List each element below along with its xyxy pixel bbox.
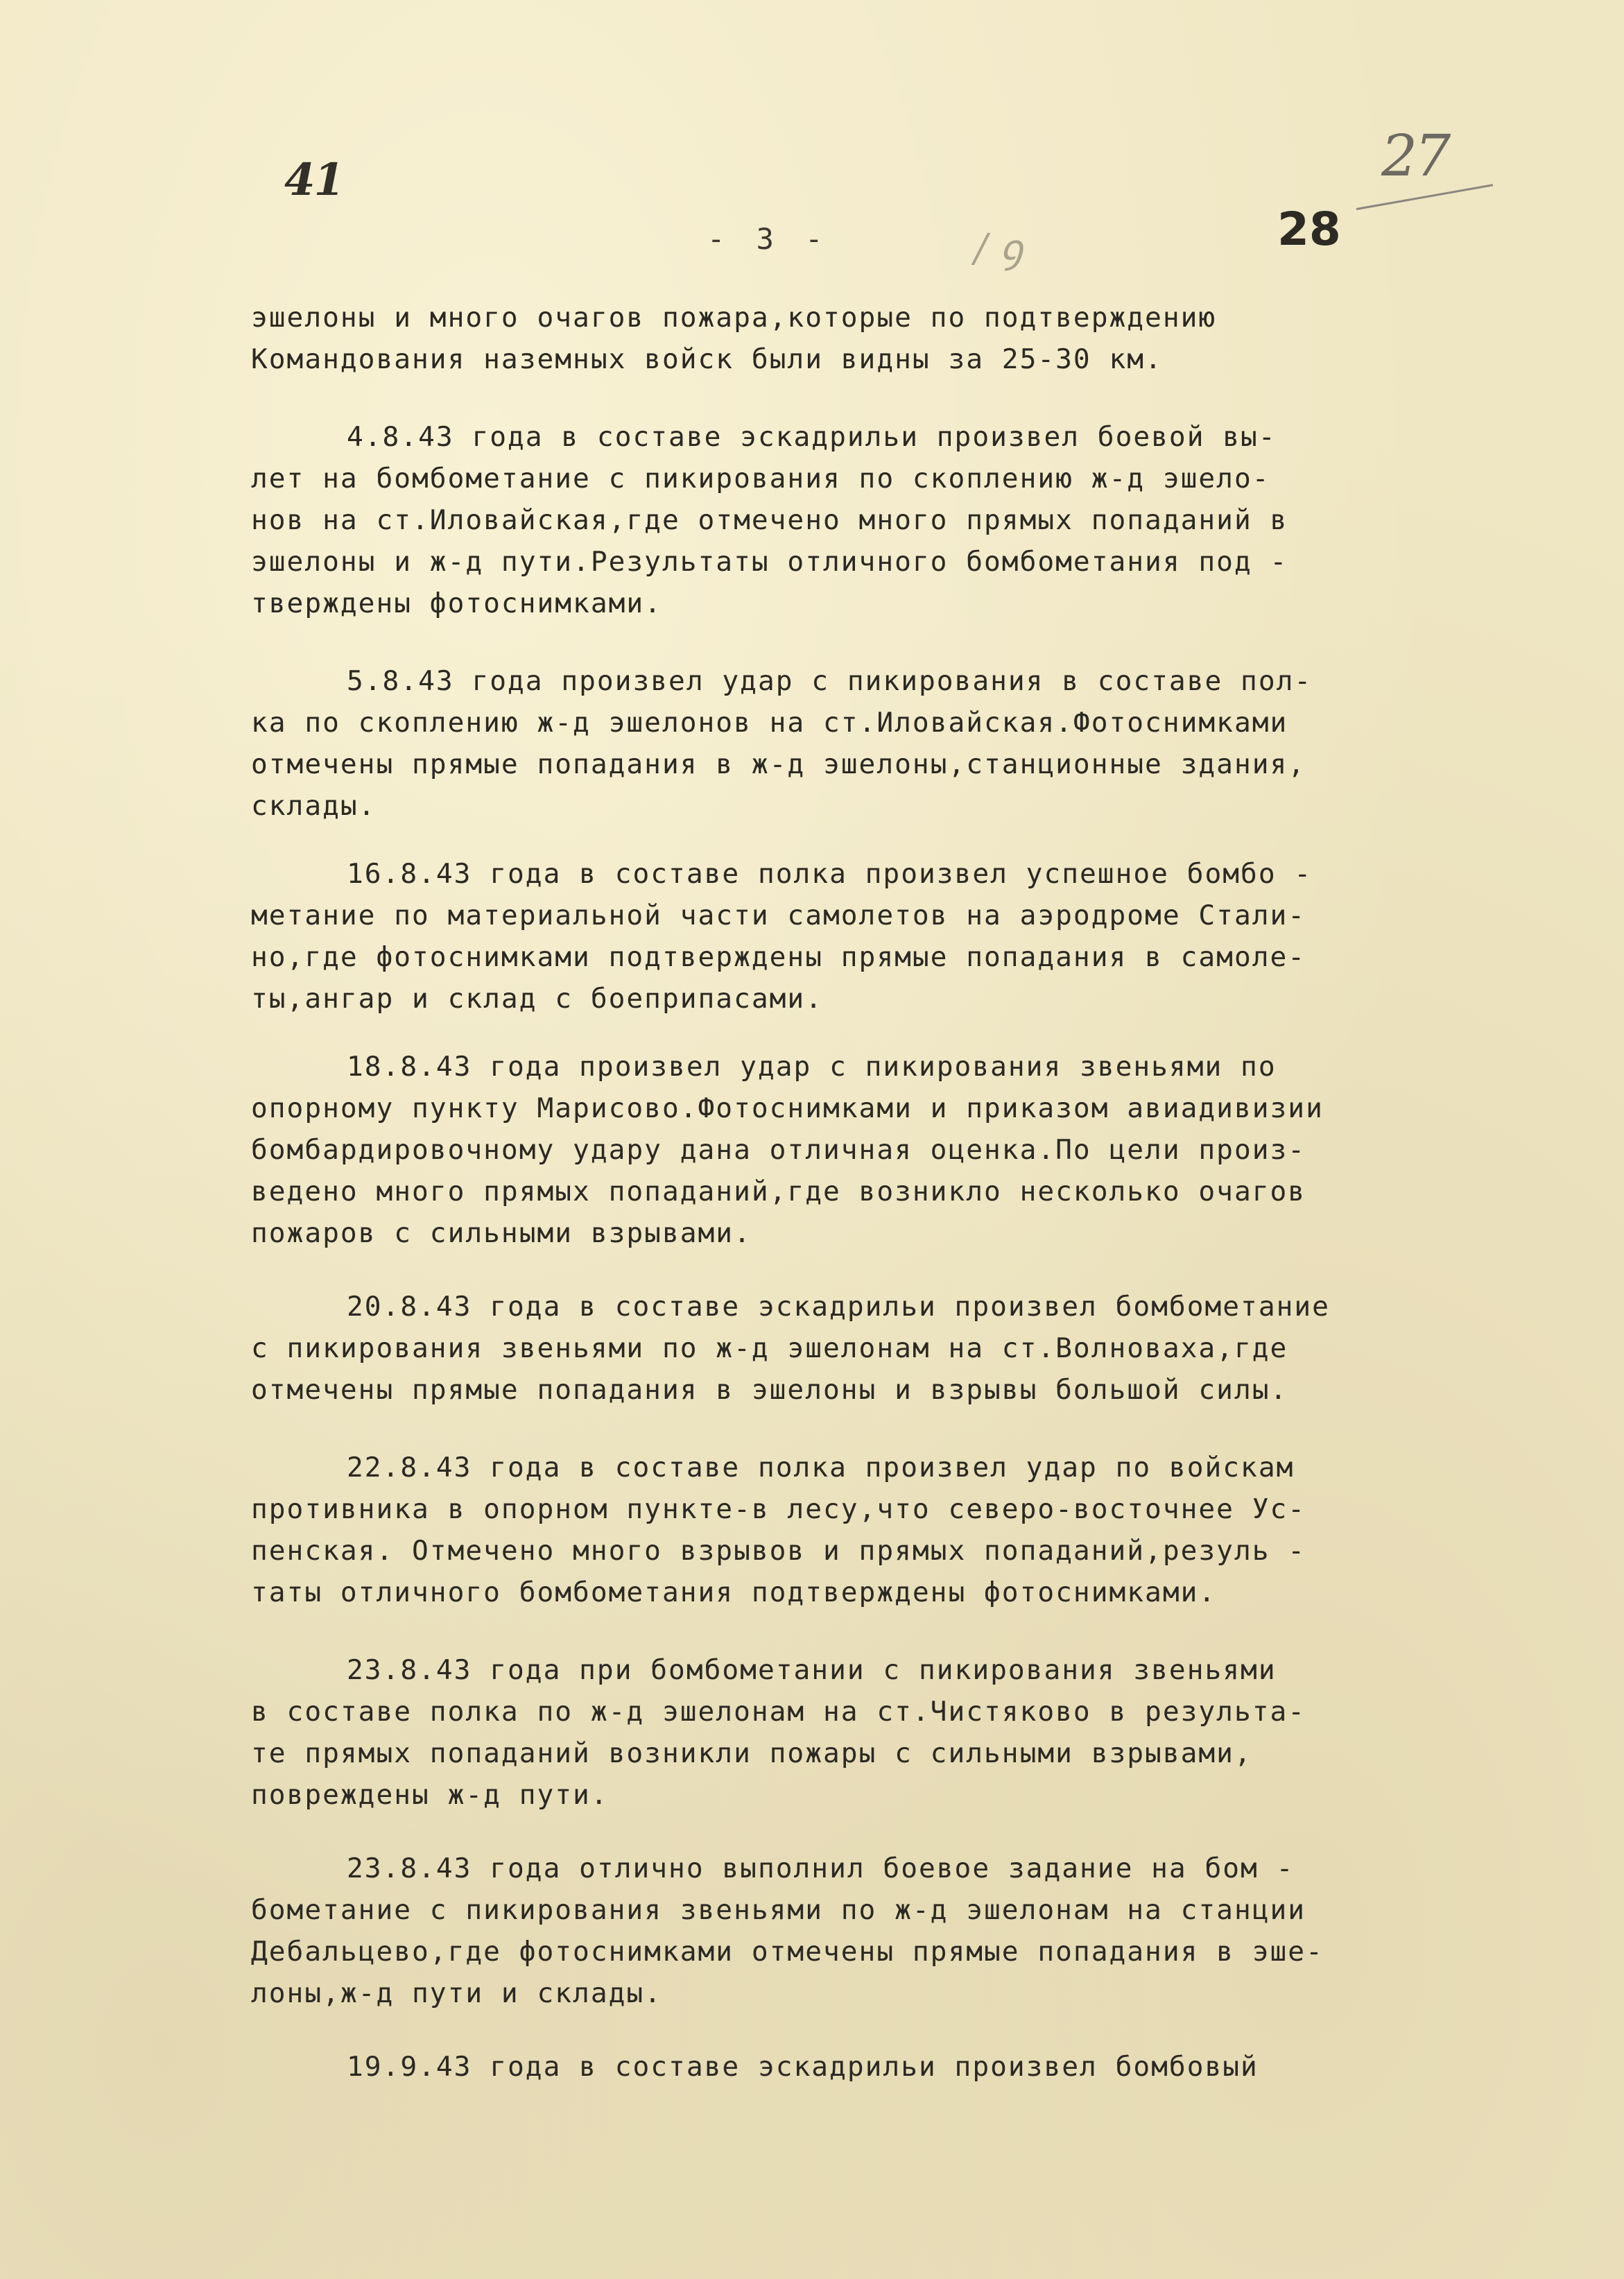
text-line: лоны,ж-д пути и склады.	[251, 1977, 662, 2009]
text-line: 16.8.43 года в составе полка произвел успешное бомбо -	[347, 858, 1313, 890]
paragraph	[251, 297, 1444, 380]
text-line: тверждены фотоснимками.	[251, 587, 662, 619]
text-line: 20.8.43 года в составе эскадрильи произвел бомбометание	[347, 1291, 1330, 1323]
paragraph	[251, 2046, 1444, 2088]
text-line: пенская. Отмечено много взрывов и прямых попаданий,резуль -	[251, 1535, 1306, 1567]
page-marker: - 3 -	[707, 222, 830, 256]
paragraph	[251, 1046, 1444, 1254]
document-body	[251, 297, 1444, 2088]
text-line: с пикирования звеньями по ж-д эшелонам на ст.Волноваха,где	[251, 1332, 1288, 1364]
text-line: склады.	[251, 790, 377, 822]
text-line: эшелоны и много очагов пожара,которые по подтверждению	[251, 302, 1217, 334]
text-line: 22.8.43 года в составе полка произвел удар по войскам	[347, 1452, 1295, 1484]
text-line: нов на ст.Иловайская,где отмечено много прямых попаданий в	[251, 504, 1288, 536]
text-line: таты отличного бомбометания подтверждены фотоснимками.	[251, 1576, 1217, 1608]
text-line: бометание с пикирования звеньями по ж-д эшелонам на станции	[251, 1894, 1306, 1926]
text-line: в составе полка по ж-д эшелонам на ст.Чистяково в результа-	[251, 1696, 1306, 1728]
text-line: метание по материальной части самолетов на аэродроме Стали-	[251, 900, 1306, 931]
text-line: лет на бомбометание с пикирования по скоплению ж-д эшело-	[251, 463, 1270, 495]
paragraph	[251, 1286, 1444, 1411]
paragraph	[251, 416, 1444, 624]
text-line: Дебальцево,где фотоснимками отмечены прямые попадания в эше-	[251, 1936, 1324, 1968]
text-line: отмечены прямые попадания в ж-д эшелоны,станционные здания,	[251, 748, 1306, 780]
text-line: 23.8.43 года отлично выполнил боевое задание на бом -	[347, 1852, 1295, 1884]
text-line: 19.9.43 года в составе эскадрильи произвел бомбовый	[347, 2051, 1259, 2083]
text-line: 4.8.43 года в составе эскадрильи произвел боевой вы-	[347, 421, 1277, 453]
text-line: пожаров с сильными взрывами.	[251, 1217, 752, 1249]
text-line: ты,ангар и склад с боеприпасами.	[251, 983, 823, 1015]
text-line: отмечены прямые попадания в эшелоны и взрывы большой силы.	[251, 1374, 1288, 1406]
text-line: Командования наземных войск были видны за 25-30 км.	[251, 343, 1163, 375]
text-line: 5.8.43 года произвел удар с пикирования в составе пол-	[347, 665, 1313, 697]
paragraph	[251, 853, 1444, 1020]
faint-pencil-mark: / ꝯ	[974, 226, 1023, 271]
folio-number: 27	[1381, 123, 1449, 189]
archive-number: 41	[284, 154, 344, 206]
text-line: но,где фотоснимками подтверждены прямые попадания в самоле-	[251, 941, 1306, 973]
text-line: эшелоны и ж-д пути.Результаты отличного бомбометания под -	[251, 546, 1288, 578]
paragraph	[251, 1649, 1444, 1816]
paragraph	[251, 1848, 1444, 2014]
text-line: повреждены ж-д пути.	[251, 1779, 609, 1811]
text-line: противника в опорном пункте-в лесу,что северо-восточнее Ус-	[251, 1493, 1306, 1525]
text-line: 18.8.43 года произвел удар с пикирования звеньями по	[347, 1051, 1277, 1083]
text-line: 23.8.43 года при бомбометании с пикирования звеньями	[347, 1654, 1277, 1686]
page-stamp-number: 28	[1277, 203, 1341, 256]
text-line: ка по скоплению ж-д эшелонов на ст.Иловайская.Фотоснимками	[251, 707, 1288, 739]
paragraph	[251, 660, 1444, 827]
paragraph	[251, 1447, 1444, 1613]
text-line: бомбардировочному удару дана отличная оценка.По цели произ-	[251, 1134, 1306, 1166]
text-line: ведено много прямых попаданий,где возникло несколько очагов	[251, 1176, 1306, 1207]
text-line: опорному пункту Марисово.Фотоснимками и приказом авиадивизии	[251, 1092, 1324, 1124]
text-line: те прямых попаданий возникли пожары с сильными взрывами,	[251, 1737, 1252, 1769]
